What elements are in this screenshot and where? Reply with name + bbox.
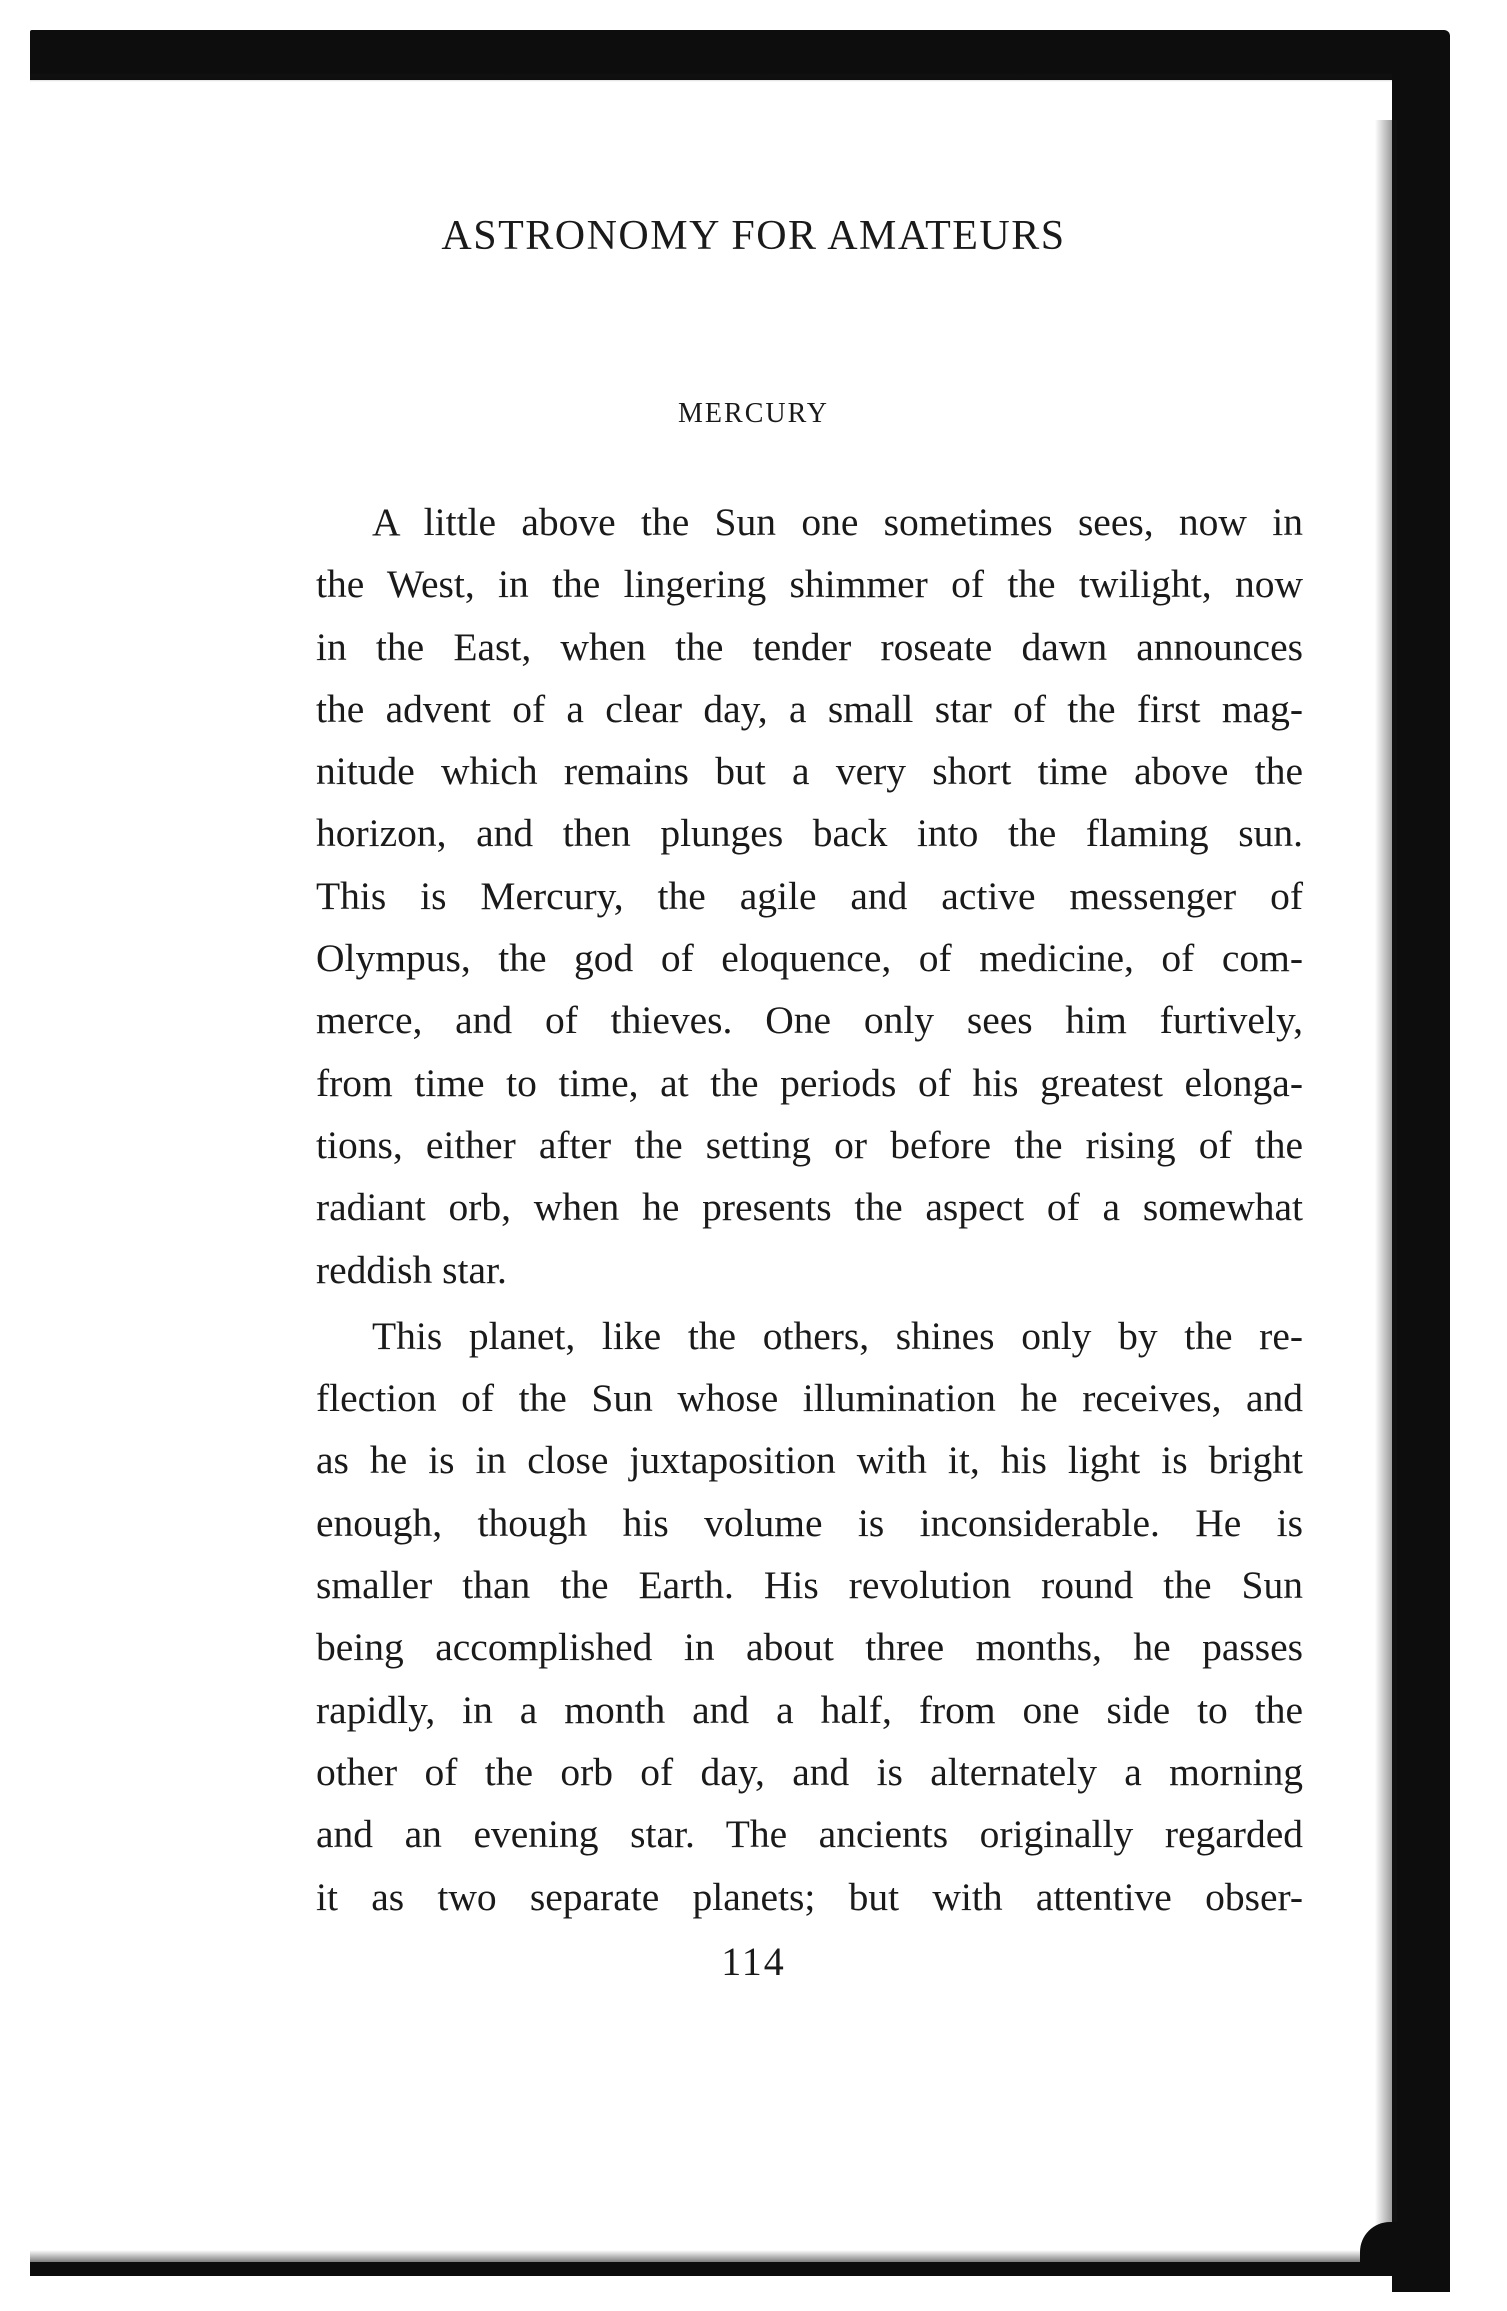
text-line: other of the orb of day, and is alternately a morning bbox=[316, 1749, 1303, 1794]
scan-edge-bottom-corner bbox=[1360, 2222, 1450, 2276]
text-line: as he is in close juxtaposition with it, his light is bright bbox=[316, 1438, 1303, 1483]
scan-edge-bottom bbox=[30, 2262, 1450, 2276]
body-text bbox=[316, 491, 1303, 1928]
text-line: being accomplished in about three months, he passes bbox=[316, 1625, 1303, 1670]
running-head: ASTRONOMY FOR AMATEURS bbox=[441, 213, 1066, 259]
text-line: from time to time, at the periods of his greatest elonga- bbox=[316, 1060, 1303, 1105]
text-line: This is Mercury, the agile and active messenger of bbox=[316, 873, 1303, 918]
text-line: nitude which remains but a very short time above the bbox=[316, 749, 1303, 794]
text-line: and an evening star. The ancients originally regarded bbox=[316, 1812, 1303, 1857]
text-line: horizon, and then plunges back into the flaming sun. bbox=[316, 811, 1303, 856]
text-line: enough, though his volume is inconsiderable. He is bbox=[316, 1500, 1303, 1545]
text-line: the advent of a clear day, a small star of the first mag- bbox=[316, 686, 1303, 731]
text-line: rapidly, in a month and a half, from one side to the bbox=[316, 1687, 1303, 1732]
text-line: This planet, like the others, shines only by the re- bbox=[372, 1313, 1303, 1358]
text-line: radiant orb, when he presents the aspect of a somewhat bbox=[316, 1185, 1303, 1230]
text-line: flection of the Sun whose illumination he receives, and bbox=[316, 1376, 1303, 1421]
text-line: Olympus, the god of eloquence, of medicine, of com- bbox=[316, 936, 1303, 981]
text-line: tions, either after the setting or before the rising of the bbox=[316, 1122, 1303, 1167]
page-number: 114 bbox=[721, 1939, 786, 1984]
paragraph-2 bbox=[316, 1305, 1303, 1928]
text-line: merce, and of thieves. One only sees him furtively, bbox=[316, 998, 1303, 1043]
text-line: the West, in the lingering shimmer of the twilight, now bbox=[316, 562, 1303, 607]
scan-edge-bottom-shadow bbox=[30, 2250, 1430, 2262]
paragraph-1 bbox=[316, 491, 1303, 1301]
text-line: reddish star. bbox=[316, 1247, 507, 1292]
text-line: A little above the Sun one sometimes sees, now in bbox=[372, 500, 1303, 544]
text-line: smaller than the Earth. His revolution round the Sun bbox=[316, 1563, 1303, 1608]
text-line: in the East, when the tender roseate dawn announces bbox=[316, 624, 1303, 669]
text-line: it as two separate planets; but with attentive obser- bbox=[316, 1874, 1303, 1919]
scan-edge-top-shadow bbox=[30, 74, 1450, 82]
chapter-title: MERCURY bbox=[678, 398, 829, 429]
scan-edge-top bbox=[30, 30, 1450, 80]
